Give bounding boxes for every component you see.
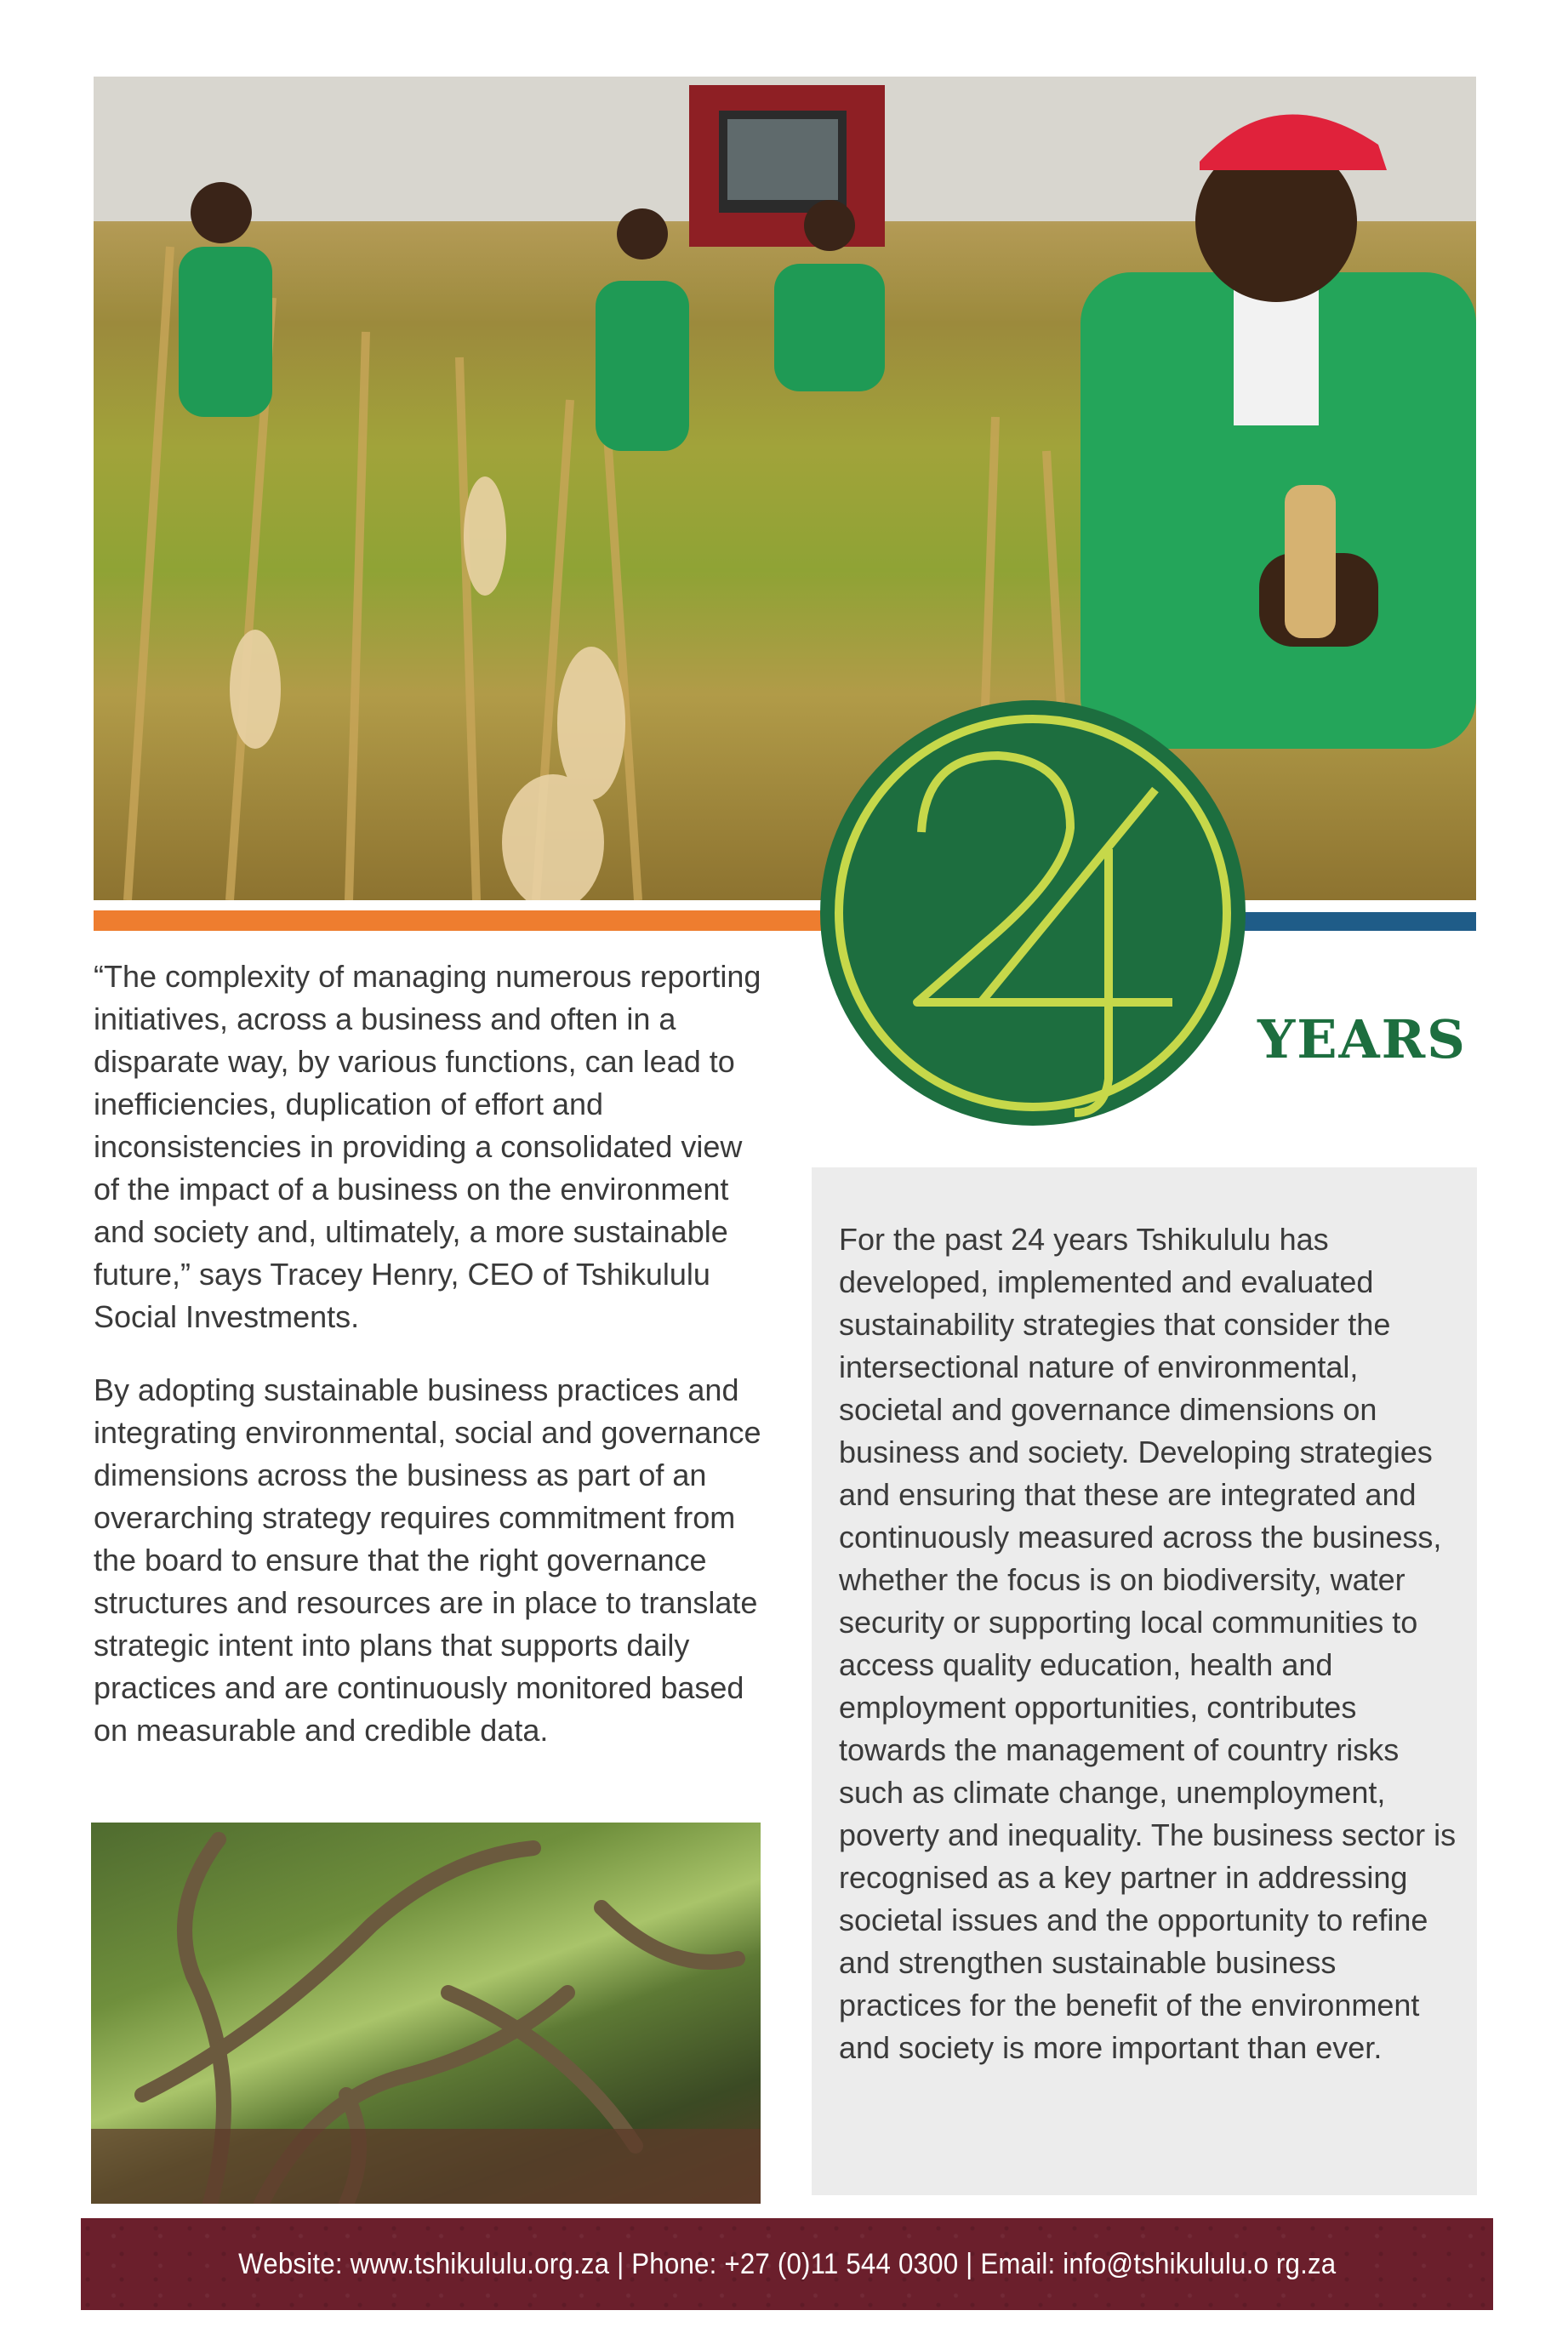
left-column-text — [94, 956, 774, 1783]
right-column-text: For the past 24 years Tshikululu has developed, implemented and evaluated sustainability strategies that consider the intersectional nature of environmental, societal and governance dimensions on business and society. Developing strategies and ensuring that these are integrated and continuously measured across the business, whether the focus is on biodiversity, water security or supporting local communities to access quality education, health and employment opportunities, contributes towards the management of country risks such as climate change, unemployment, poverty and inequality. The business sector is recognised as a key partner in addressing societal issues and the opportunity to refine and strengthen sustainable business practices for the benefit of the environment and society is more important than ever. — [839, 1222, 1457, 2065]
years-label: YEARS — [1257, 1008, 1467, 1070]
hero-photo — [94, 77, 1476, 900]
twenty-four-years-emblem — [815, 687, 1251, 1138]
tree-roots-illustration — [91, 1823, 761, 2204]
contact-details: Website: www.tshikululu.org.za | Phone: +27 (0)11 544 0300 | Email: info@tshikululu.o rg.za — [237, 2247, 1337, 2280]
ceo-quote-paragraph: “The complexity of managing numerous reporting initiatives, across a business and often in a disparate way, by various functions, can lead to inefficiencies, duplication of effort and inconsistencies in providing a consolidated view of the impact of a business on the environment and society and, ultimately, a more sustainable future,” says Tracey Henry, CEO of Tshikululu Social Investments. — [94, 959, 761, 1334]
contact-footer — [81, 2218, 1493, 2310]
badge-number: 24 — [1033, 1130, 1035, 1131]
blue-divider-bar — [1225, 912, 1476, 931]
maize-field-illustration — [94, 77, 1476, 900]
governance-paragraph: By adopting sustainable business practices and integrating environmental, social and governance dimensions across the business as part of an overarching strategy requires commitment from the board to ensure that the right governance structures and resources are in place to translate strategic intent into plans that supports daily practices and are continuously monitored based on measurable and credible data. — [94, 1372, 761, 1748]
forest-photo — [91, 1823, 761, 2204]
orange-divider-bar — [94, 910, 842, 931]
